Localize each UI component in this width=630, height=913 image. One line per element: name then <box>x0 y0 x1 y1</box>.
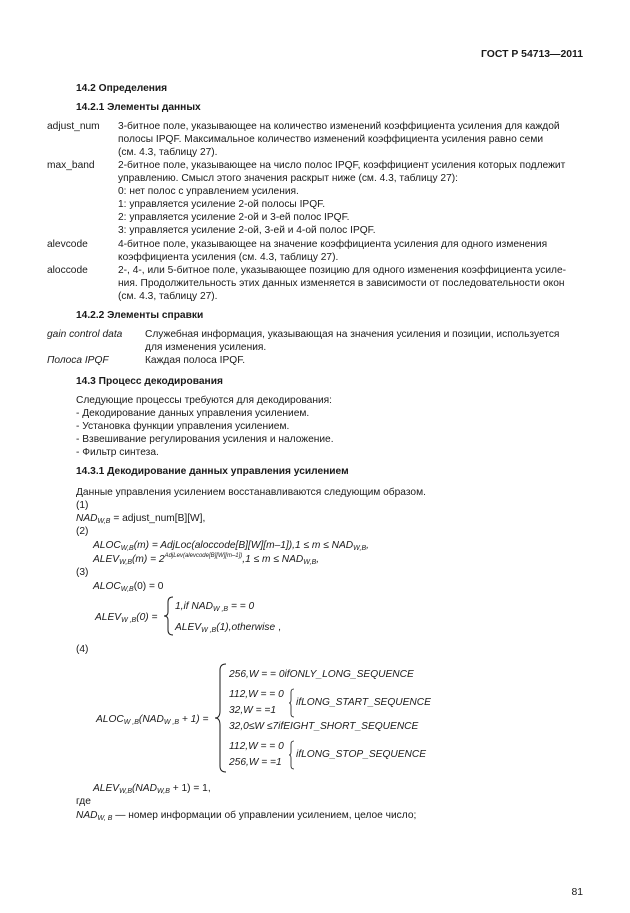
term-aloccode: aloccode <box>47 265 88 276</box>
where-label: где <box>76 796 91 807</box>
equation-aloc: $ALOC_{W,B}(m)$ = AdjLoc(aloccode[B][W][m–1]),1 ≤ $m \le NAD_{W,B}$, <box>93 540 369 552</box>
section-14-2-2-heading: 14.2.2 Элементы справки <box>76 310 204 321</box>
case-long-start-cond: ifLONG_START_SEQUENCE <box>296 697 431 708</box>
process-list <box>76 407 334 459</box>
marker-2: (2) <box>76 526 89 537</box>
def-max-band: 2-битное поле, указывающее на число полос IPQF, коэффициент усиления которых подлежит управлению. Смысл этого значения раскрыт ниже (см. 4.3, таблицу 27): 0: нет полос с управлением усиления. 1: управляется усиление 2-ой полосы IPQF. 2: управляется усиление 2-ой и 3-ей полос IPQF. 3: управляется усиление 2-ой, 3-ей и 4-ой полос IPQF. <box>118 160 566 236</box>
section-14-2-heading: 14.2 Определения <box>76 83 168 94</box>
piecewise-case-1: 1,if $NAD_{W ,B}$ = = 0 <box>175 601 255 613</box>
section-14-3-1-heading: 14.3.1 Декодирование данных управления усилением <box>76 466 349 477</box>
def-aloccode: 2-, 4-, или 5-битное поле, указывающее позицию для одного изменения коэффициента усиле- ния. Продолжительность этих данных изменяется в зависимости от последовательности окон (см. 4.3, таблицу 27). <box>118 265 567 302</box>
term-adjust-num: adjust_num <box>47 121 100 132</box>
list-item: - Фильтр синтеза. <box>76 447 159 458</box>
left-brace-icon <box>288 688 296 718</box>
equation-alev-zero-lhs: $ALEV_{W ,B}(0)$ = <box>95 612 158 624</box>
equation-aloc-end-lhs: $ALOC_{W ,B}(NAD_{W ,B} + 1)$ = <box>96 714 209 726</box>
def-ipqf-band: Каждая полоса IPQF. <box>145 355 246 366</box>
case-eight-short: 32,0≤W ≤7ifEIGHT_SHORT_SEQUENCE <box>229 721 419 732</box>
case-long-stop-cond: ifLONG_STOP_SEQUENCE <box>296 749 427 760</box>
decoding-intro: Данные управления усилением восстанавливаются следующим образом. <box>76 487 426 498</box>
section-14-3-heading: 14.3 Процесс декодирования <box>76 376 223 387</box>
standard-header: ГОСТ Р 54713—2011 <box>481 49 583 60</box>
equation-alev: $ALEV_{W,B}(m) = 2^{AdjLev(alevcode[B][W][m-1])},1 \le m \le NAD_{W,B}$, <box>93 553 320 566</box>
def-adjust-num: 3-битное поле, указывающее на количество изменений коэффициента усиления для каждой полосы IPQF. Максимальное количество изменений коэффициента усиления равно семи (см. 4.3, таблицу 27). <box>118 121 560 158</box>
left-brace-icon <box>214 663 228 773</box>
page-number: 81 <box>571 887 583 898</box>
equation-alev-end: $ALEV_{W,B}(NAD_{W,B} + 1) = 1$, <box>93 783 211 795</box>
list-item: - Установка функции управления усилением. <box>76 421 290 432</box>
case-long-stop-a: 112,W = = 0 <box>229 741 284 752</box>
nad-definition: $NAD_{W, B}$ — номер информации об управлении усилением, целое число; <box>76 810 417 822</box>
list-item: - Взвешивание регулирования усиления и наложение. <box>76 434 334 445</box>
term-alevcode: alevcode <box>47 239 88 250</box>
def-gain-control-data: Служебная информация, указывающая на значения усиления и позиции, используется для изменения усиления. <box>145 329 560 353</box>
left-brace-icon <box>288 740 296 770</box>
marker-1: (1) <box>76 500 89 511</box>
term-ipqf-band: Полоса IPQF <box>47 355 109 366</box>
case-long-stop-b: 256,W = =1 <box>229 757 282 768</box>
marker-3: (3) <box>76 567 89 578</box>
equation-nad: $NAD_{W,B}$ = adjust_num[B][W], <box>76 513 206 525</box>
section-14-2-1-heading: 14.2.1 Элементы данных <box>76 102 201 113</box>
left-brace-icon <box>163 596 175 636</box>
process-intro: Следующие процессы требуются для декодирования: <box>76 395 333 406</box>
piecewise-case-2: $ALEV_{W ,B}(1),otherwise$ , <box>175 622 281 634</box>
case-only-long: 256,W = = 0ifONLY_LONG_SEQUENCE <box>229 669 414 680</box>
case-long-start-a: 112,W = = 0 <box>229 689 284 700</box>
equation-aloc-zero: $ALOC_{W,B}(0) = 0$ <box>93 581 164 593</box>
term-gain-control-data: gain control data <box>47 329 123 340</box>
def-alevcode: 4-битное поле, указывающее на значение коэффициента усиления для одного изменения коэффициента усиления (см. 4.3, таблицу 27). <box>118 239 548 263</box>
list-item: - Декодирование данных управления усилением. <box>76 408 310 419</box>
term-max-band: max_band <box>47 160 95 171</box>
marker-4: (4) <box>76 644 89 655</box>
case-long-start-b: 32,W = =1 <box>229 705 277 716</box>
